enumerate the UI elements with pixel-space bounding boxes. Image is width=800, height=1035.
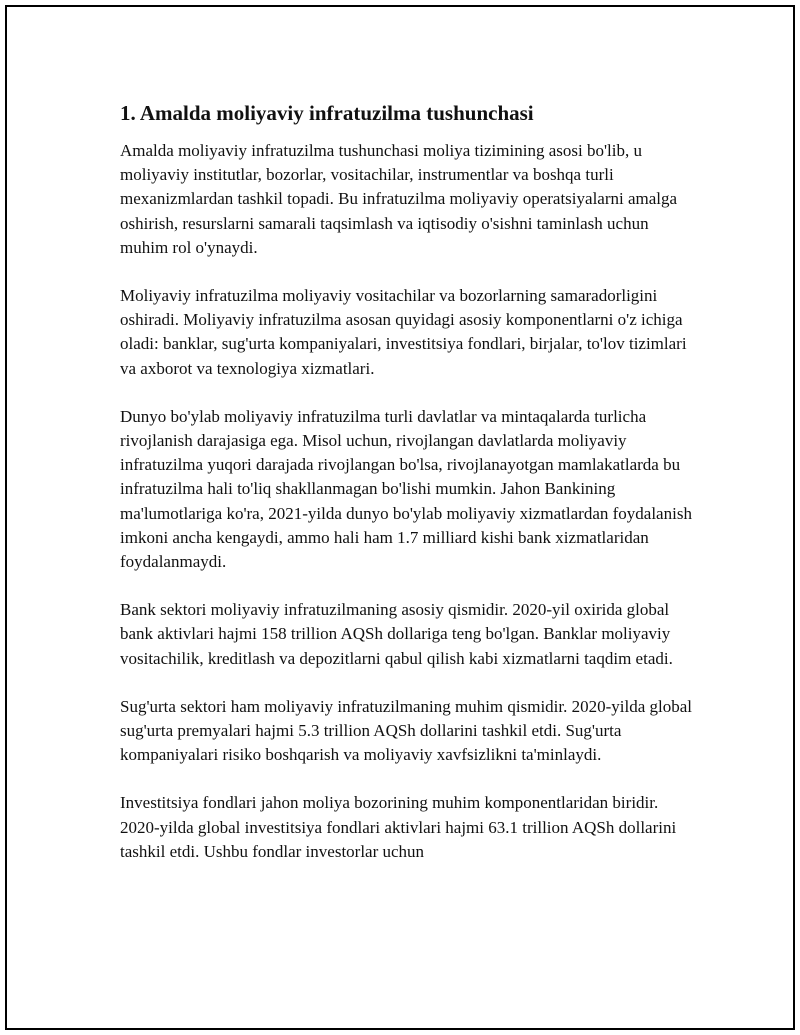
paragraph-2: Moliyaviy infratuzilma moliyaviy vositachilar va bozorlarning samaradorligini oshiradi. Moliyaviy infratuzilma asosan quyidagi asosiy komponentlarni o'z ichiga oladi: banklar, sug'urta kompaniyalari, investitsiya fondlari, birjalar, to'lov tizimlari va axborot va texnologiya xizmatlari. [120,286,687,378]
document-body [120,97,700,888]
paragraph-3: Dunyo bo'ylab moliyaviy infratuzilma turli davlatlar va mintaqalarda turlicha rivojlanish darajasiga ega. Misol uchun, rivojlangan davlatlarda moliyaviy infratuzilma yuqori darajada rivojlangan bo'lsa, rivojlanayotgan mamlakatlarda bu infratuzilma hali to'liq shakllanmagan bo'lishi mumkin. Jahon Bankining ma'lumotlariga ko'ra, 2021-yilda dunyo bo'ylab moliyaviy xizmatlardan foydalanish imkoni ancha kengaydi, ammo hali ham 1.7 milliard kishi bank xizmatlaridan foydalanmaydi. [120,406,692,572]
page-frame [5,5,795,1030]
paragraph-1: Amalda moliyaviy infratuzilma tushunchasi moliya tizimining asosi bo'lib, u moliyaviy institutlar, bozorlar, vositachilar, instrumentlar va boshqa turli mexanizmlardan tashkil topadi. Bu infratuzilma moliyaviy operatsiyalarni amalga oshirish, resurslarni samarali taqsimlash va iqtisodiy o'sishni taminlash uchun muhim rol o'ynaydi. [120,141,678,257]
paragraph-6: Investitsiya fondlari jahon moliya bozorining muhim komponentlaridan biridir. 2020-yilda global investitsiya fondlari aktivlari hajmi 63.1 trillion AQSh dollarini tashkil etdi. Ushbu fondlar investorlar uchun [120,793,677,861]
paragraph-5: Sug'urta sektori ham moliyaviy infratuzilmaning muhim qismidir. 2020-yilda global sug'urta premyalari hajmi 5.3 trillion AQSh dollarini tashkil etdi. Sug'urta kompaniyalari risiko boshqarish va moliyaviy xavfsizlikni ta'minlaydi. [120,696,693,765]
paragraph-4: Bank sektori moliyaviy infratuzilmaning asosiy qismidir. 2020-yil oxirida global bank aktivlari hajmi 158 trillion AQSh dollariga teng bo'lgan. Banklar moliyaviy vositachilik, kreditlash va depozitlarni qabul qilish kabi xizmatlarni taqdim etadi. [120,600,673,668]
section-heading: 1. Amalda moliyaviy infratuzilma tushunchasi [120,101,534,125]
